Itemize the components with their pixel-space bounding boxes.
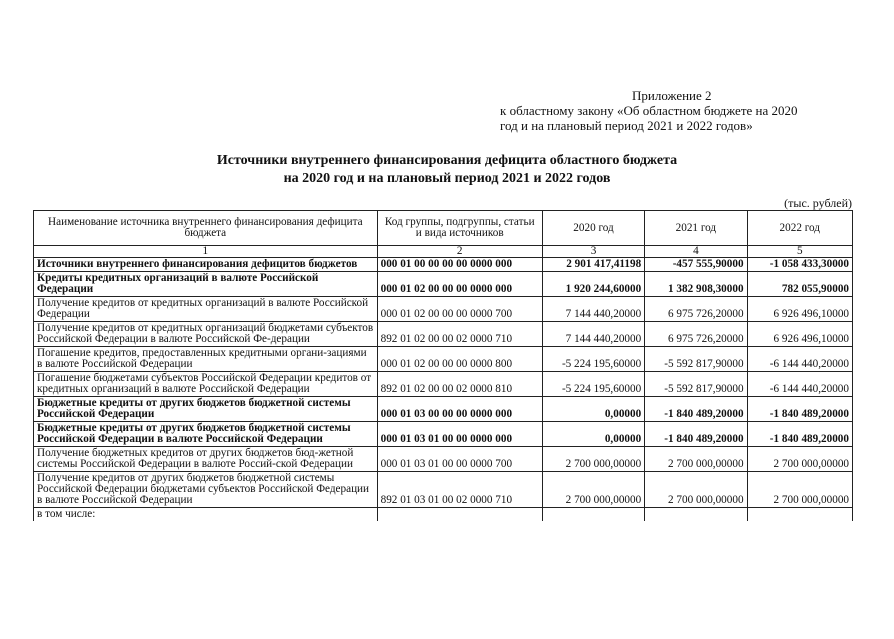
appendix-number: Приложение 2 — [632, 88, 712, 103]
row-name: Получение кредитов от кредитных организаций в валюте Российской Федерации — [34, 297, 378, 322]
appendix-period-line: год и на плановый период 2021 и 2022 годов» — [500, 118, 753, 133]
header-2022: 2022 год — [747, 211, 852, 246]
column-number: 4 — [645, 246, 747, 258]
row-2020: 2 700 000,00000 — [542, 447, 644, 472]
row-2021: 6 975 726,20000 — [645, 322, 747, 347]
column-number: 5 — [747, 246, 852, 258]
table-row — [34, 422, 853, 447]
row-code: 000 01 03 01 00 00 0000 000 — [377, 422, 542, 447]
row-code: 000 01 02 00 00 00 0000 000 — [377, 272, 542, 297]
row-2022 — [747, 508, 852, 522]
appendix-law-line: к областному закону «Об областном бюджете на 2020 — [500, 103, 798, 118]
header-2020: 2020 год — [542, 211, 644, 246]
row-2022: -6 144 440,20000 — [747, 372, 852, 397]
financing-sources-table — [33, 210, 853, 521]
row-2022: 6 926 496,10000 — [747, 322, 852, 347]
row-name: Получение бюджетных кредитов от других бюджетов бюд-жетной системы Российской Федерации в валюте Россий-ской Федерации — [34, 447, 378, 472]
row-2022: 2 700 000,00000 — [747, 472, 852, 508]
row-2020: 7 144 440,20000 — [542, 297, 644, 322]
row-code: 000 01 02 00 00 00 0000 800 — [377, 347, 542, 372]
title-line-2: на 2020 год и на плановый период 2021 и 2022 годов — [283, 171, 611, 186]
row-code: 000 01 02 00 00 00 0000 700 — [377, 297, 542, 322]
row-2022: 2 700 000,00000 — [747, 447, 852, 472]
row-2022: -6 144 440,20000 — [747, 347, 852, 372]
row-2021 — [645, 508, 747, 522]
table-row — [34, 472, 853, 508]
row-name: Бюджетные кредиты от других бюджетов бюджетной системы Российской Федерации в валюте Российской Федерации — [34, 422, 378, 447]
row-2020: -5 224 195,60000 — [542, 372, 644, 397]
row-name: в том числе: — [34, 508, 378, 522]
row-code: 000 01 03 01 00 00 0000 700 — [377, 447, 542, 472]
table-row — [34, 508, 853, 522]
units-label: (тыс. рублей) — [784, 196, 852, 210]
table-row — [34, 447, 853, 472]
table-row — [34, 258, 853, 272]
row-name: Бюджетные кредиты от других бюджетов бюджетной системы Российской Федерации — [34, 397, 378, 422]
title-line-1: Источники внутреннего финансирования дефицита областного бюджета — [216, 153, 678, 168]
row-2021: 1 382 908,30000 — [645, 272, 747, 297]
row-name: Погашение кредитов, предоставленных кредитными органи-зациями в валюте Российской Федерации — [34, 347, 378, 372]
row-2020 — [542, 508, 644, 522]
appendix-note — [500, 88, 860, 133]
row-2020: 0,00000 — [542, 397, 644, 422]
row-2021: -5 592 817,90000 — [645, 372, 747, 397]
table-row — [34, 397, 853, 422]
row-2020: 1 920 244,60000 — [542, 272, 644, 297]
row-name: Погашение бюджетами субъектов Российской Федерации кредитов от кредитных организаций в валюте Российской Федерации — [34, 372, 378, 397]
table-row — [34, 347, 853, 372]
row-2021: 2 700 000,00000 — [645, 447, 747, 472]
row-name: Получение кредитов от других бюджетов бюджетной системы Российской Федерации бюджетами субъектов Российской Федерации в валюте Российской Федерации — [34, 472, 378, 508]
column-number: 2 — [377, 246, 542, 258]
row-2020: -5 224 195,60000 — [542, 347, 644, 372]
row-2021: 2 700 000,00000 — [645, 472, 747, 508]
row-2022: -1 058 433,30000 — [747, 258, 852, 272]
row-2021: 6 975 726,20000 — [645, 297, 747, 322]
row-2020: 0,00000 — [542, 422, 644, 447]
row-2020: 7 144 440,20000 — [542, 322, 644, 347]
row-2022: -1 840 489,20000 — [747, 422, 852, 447]
row-2021: -1 840 489,20000 — [645, 397, 747, 422]
row-2022: -1 840 489,20000 — [747, 397, 852, 422]
table-row — [34, 322, 853, 347]
row-2021: -5 592 817,90000 — [645, 347, 747, 372]
row-code: 892 01 02 00 00 02 0000 710 — [377, 322, 542, 347]
row-name: Кредиты кредитных организаций в валюте Российской Федерации — [34, 272, 378, 297]
header-source-name: Наименование источника внутреннего финансирования дефицита бюджета — [34, 211, 378, 246]
table-header-row — [34, 211, 853, 246]
column-number-row — [34, 246, 853, 258]
row-2020: 2 700 000,00000 — [542, 472, 644, 508]
row-code — [377, 508, 542, 522]
row-2022: 6 926 496,10000 — [747, 297, 852, 322]
row-name: Источники внутреннего финансирования дефицитов бюджетов — [34, 258, 378, 272]
row-2021: -457 555,90000 — [645, 258, 747, 272]
row-2021: -1 840 489,20000 — [645, 422, 747, 447]
row-name: Получение кредитов от кредитных организаций бюджетами субъектов Российской Федерации в валюте Российской Фе-дерации — [34, 322, 378, 347]
table-row — [34, 272, 853, 297]
column-number: 3 — [542, 246, 644, 258]
table-row — [34, 372, 853, 397]
header-code: Код группы, подгруппы, статьи и вида источников — [377, 211, 542, 246]
row-code: 000 01 00 00 00 00 0000 000 — [377, 258, 542, 272]
row-2022: 782 055,90000 — [747, 272, 852, 297]
document-title — [0, 152, 894, 188]
row-2020: 2 901 417,41198 — [542, 258, 644, 272]
table-row — [34, 297, 853, 322]
column-number: 1 — [34, 246, 378, 258]
row-code: 892 01 03 01 00 02 0000 710 — [377, 472, 542, 508]
row-code: 892 01 02 00 00 02 0000 810 — [377, 372, 542, 397]
header-2021: 2021 год — [645, 211, 747, 246]
row-code: 000 01 03 00 00 00 0000 000 — [377, 397, 542, 422]
